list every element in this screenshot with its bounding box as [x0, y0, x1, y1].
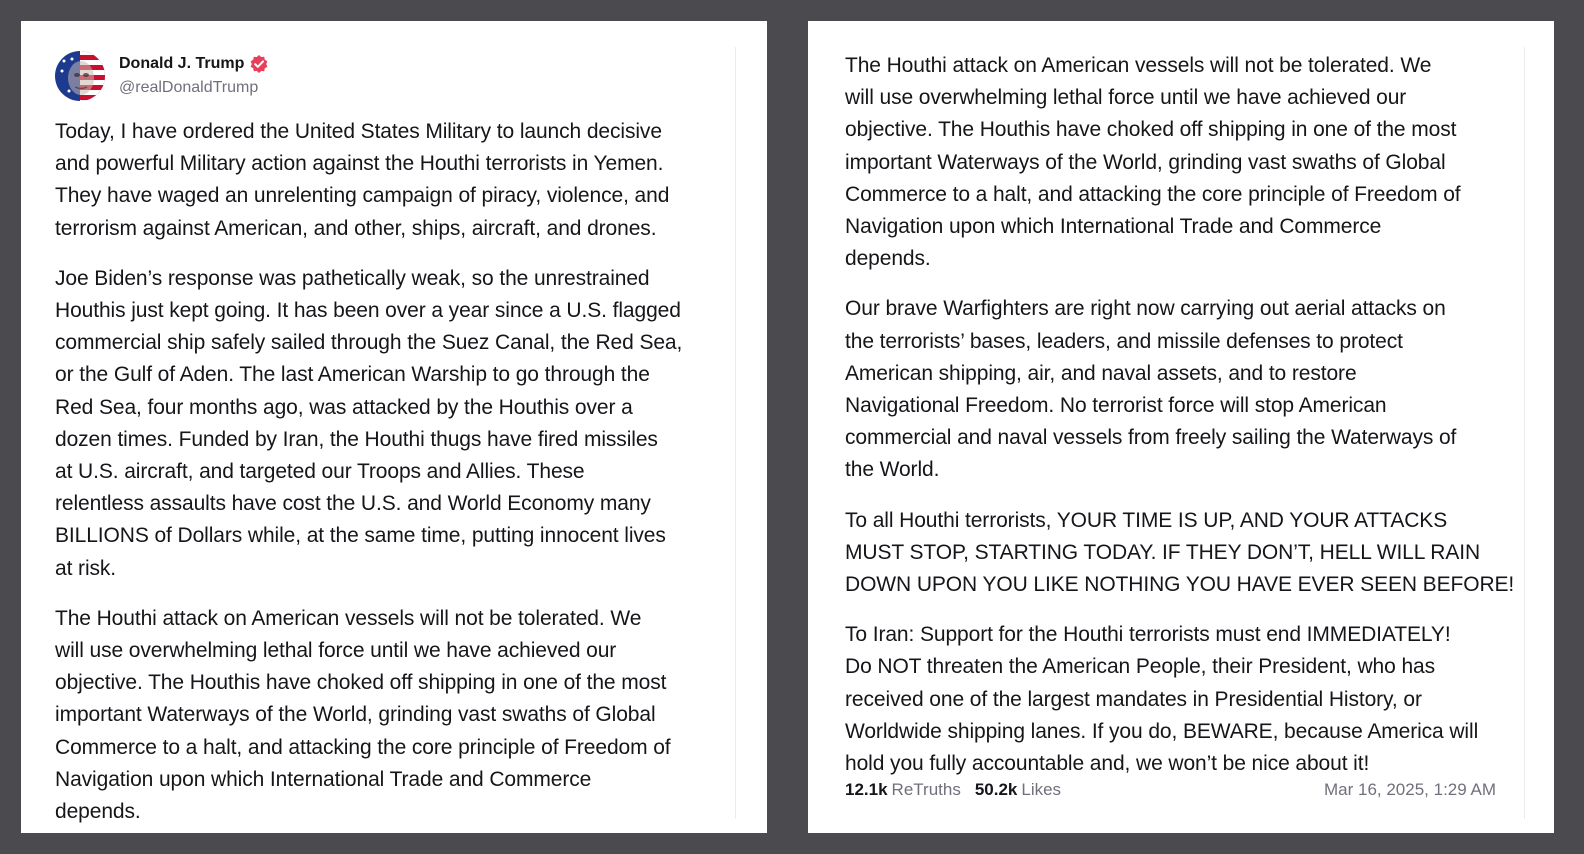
- post-paragraph: Today, I have ordered the United States Military to launch decisive and powerful Military action against the Houthi terrorists in Yemen. They have waged an unrelenting campaign of piracy, violence, and terrorism against American, and other, ships, aircraft, and drones.: [55, 120, 670, 240]
- author-handle[interactable]: @realDonaldTrump: [119, 78, 259, 96]
- card-divider: [735, 47, 736, 819]
- avatar-image: [55, 51, 105, 101]
- post-card-right: [808, 21, 1554, 833]
- author-name[interactable]: Donald J. Trump: [119, 54, 245, 72]
- likes-stat[interactable]: [975, 780, 1061, 800]
- post-card-left: [21, 21, 767, 833]
- retruths-stat[interactable]: [845, 780, 961, 800]
- likes-count: 50.2k: [974, 780, 1018, 799]
- post-paragraph: Our brave Warfighters are right now carrying out aerial attacks on the terrorists’ bases, leaders, and missile defenses to protect American shipping, air, and naval assets, and to restore Navigational Freedom. No terrorist force will stop American commercial and naval vessels from freely sailing the Waterways of the World.: [845, 297, 1457, 482]
- post-paragraph: To all Houthi terrorists, YOUR TIME IS UP, AND YOUR ATTACKS MUST STOP, STARTING TODAY. IF THEY DON’T, HELL WILL RAIN DOWN UPON YOU LIKE NOTHING YOU HAVE EVER SEEN BEFORE!: [845, 508, 1515, 597]
- likes-label: Likes: [1021, 780, 1062, 799]
- verified-badge-icon: [249, 54, 269, 74]
- avatar[interactable]: [55, 51, 105, 101]
- post-body: [55, 116, 735, 833]
- post-timestamp[interactable]: Mar 16, 2025, 1:29 AM: [1324, 780, 1496, 799]
- retruths-count: 12.1k: [845, 780, 888, 799]
- post-footer: [845, 778, 1496, 802]
- post-paragraph: To Iran: Support for the Houthi terrorists must end IMMEDIATELY! Do NOT threaten the American People, their President, who has received one of the largest mandates in Presidential History, or Worldwide shipping lanes. If you do, BEWARE, because America will hold you fully accountable and, we won’t be nice about it!: [845, 623, 1479, 776]
- post-body: [845, 50, 1525, 798]
- retruths-label: ReTruths: [891, 780, 961, 799]
- post-paragraph: Joe Biden’s response was pathetically weak, so the unrestrained Houthis just kept going. It has been over a year since a U.S. flagged commercial ship safely sailed through the Suez Canal, the Red Sea, or the Gulf of Aden. The last American Warship to go through the Red Sea, four months ago, was attacked by the Houthis over a dozen times. Funded by Iran, the Houthi thugs have fired missiles at U.S. aircraft, and targeted our Troops and Allies. These relentless assaults have cost the U.S. and World Economy many BILLIONS of Dollars while, at the same time, putting innocent lives at risk.: [55, 266, 683, 580]
- post-paragraph: The Houthi attack on American vessels will not be tolerated. We will use overwhelming lethal force until we have achieved our objective. The Houthis have choked off shipping in one of the most important Waterways of the World, grinding vast swaths of Global Commerce to a halt, and attacking the core principle of Freedom of Navigation upon which International Trade and Commerce depends.: [55, 606, 671, 824]
- post-paragraph: The Houthi attack on American vessels will not be tolerated. We will use overwhelming lethal force until we have achieved our objective. The Houthis have choked off shipping in one of the most important Waterways of the World, grinding vast swaths of Global Commerce to a halt, and attacking the core principle of Freedom of Navigation upon which International Trade and Commerce depends.: [845, 54, 1461, 271]
- post-header: [55, 49, 269, 103]
